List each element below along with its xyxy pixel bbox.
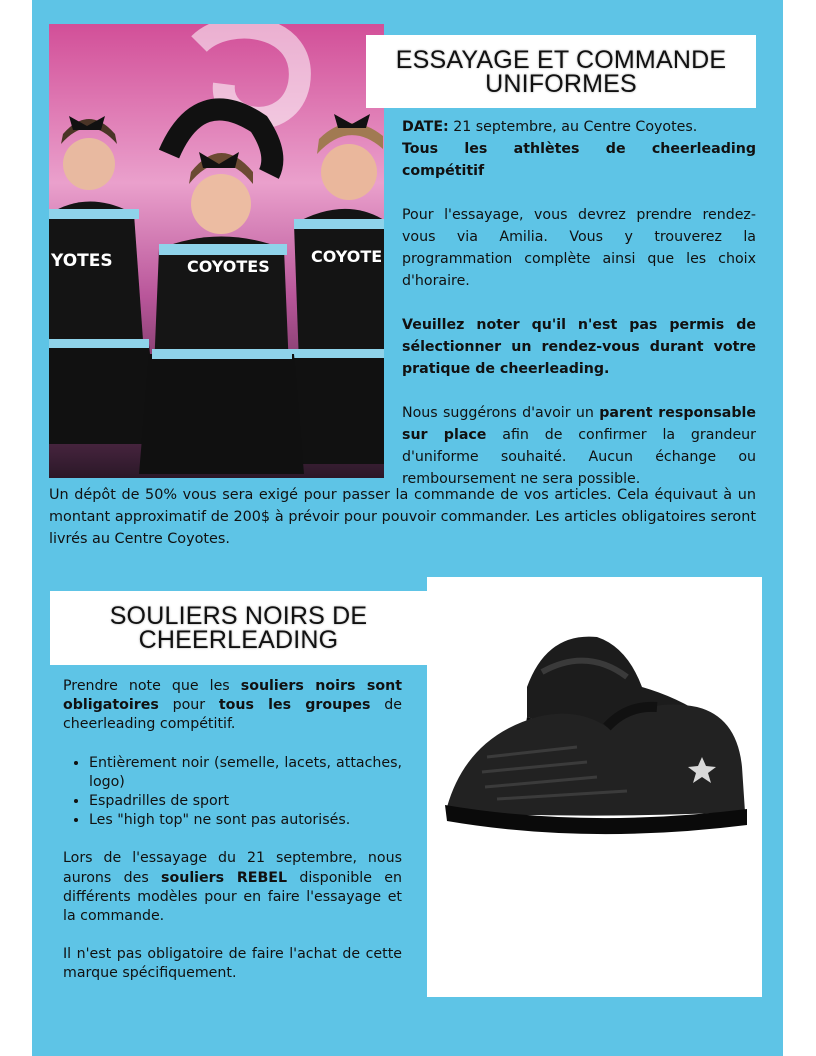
parent-text-a: Nous suggérons d'avoir un [402,405,600,421]
rebel-text-b: disponible en différents modèles pour en faire l'essayage et la commande. [63,869,403,925]
cheer-team-photo [49,24,384,478]
shoe-front-illustration [445,705,747,835]
date-value: 21 septembre, au Centre Coyotes. [448,119,698,135]
uniform-section-title [366,35,756,108]
deposit-text: Un dépôt de 50% vous sera exigé pour passer la commande de vos articles. Cela équivaut à un montant approximatif de 200$ à prévoir pour pouvoir commander. Les articles obligatoires seront livrés au Centre Coyotes. [49,487,756,547]
appointment-paragraph: Pour l'essayage, vous devrez prendre rendez-vous via Amilia. Vous y trouverez la programmation complète ainsi que les choix d'horaire. [402,207,756,289]
uniform-details [402,116,756,490]
jersey-text-center: COYOTES [187,257,270,276]
shoes-details [63,677,402,984]
rebel-paragraph [63,849,402,926]
deposit-paragraph [49,484,756,550]
warning-paragraph [402,314,756,380]
parent-text-bold: parent responsable sur place [402,405,756,443]
jersey-text-right: COYOTE [311,247,383,266]
shoe-requirements-list [63,754,402,831]
intro-c: de cheerleading compétitif. [63,697,403,733]
list-item: • Entièrement noir (semelle, lacets, attaches, logo) [89,754,402,792]
list-item: • Espadrilles de sport [89,792,402,811]
jersey-text-left: YOTES [51,251,113,271]
brand-note-paragraph: Il n'est pas obligatoire de faire l'achat de cette marque spécifiquement. [63,946,402,982]
intro-bold-1: souliers noirs sont obligatoires [63,678,403,714]
parent-text-b: afin de confirmer la grandeur d'uniforme souhaité. Aucun échange ou remboursement ne sera possible. [402,427,756,487]
uniform-section-title-text: ESSAYAGE ET COMMANDE UNIFORMES [395,45,727,98]
shoes-section-title-text: SOULIERS NOIRS DE CHEERLEADING [109,602,368,654]
rebel-text-bold: souliers REBEL [161,869,288,886]
shoes-intro [63,677,402,735]
audience-text: Tous les athlètes de cheerleading compétitif [402,141,756,179]
list-item: • Les "high top" ne sont pas autorisés. [89,811,402,830]
intro-bold-2: tous les groupes [218,697,371,714]
parent-paragraph [402,402,756,490]
intro-a: Prendre note que les [63,678,241,694]
intro-b: pour [158,697,219,714]
warning-text: Veuillez noter qu'il n'est pas permis de sélectionner un rendez-vous durant votre pratique de cheerleading. [402,317,756,377]
audience-line [402,138,756,182]
date-line [402,116,756,138]
date-label: DATE: [402,119,449,135]
shoes-section-title [50,591,427,665]
rebel-text-a: Lors de l'essayage du 21 septembre, nous aurons des [63,850,402,886]
shoe-photo [427,577,762,997]
